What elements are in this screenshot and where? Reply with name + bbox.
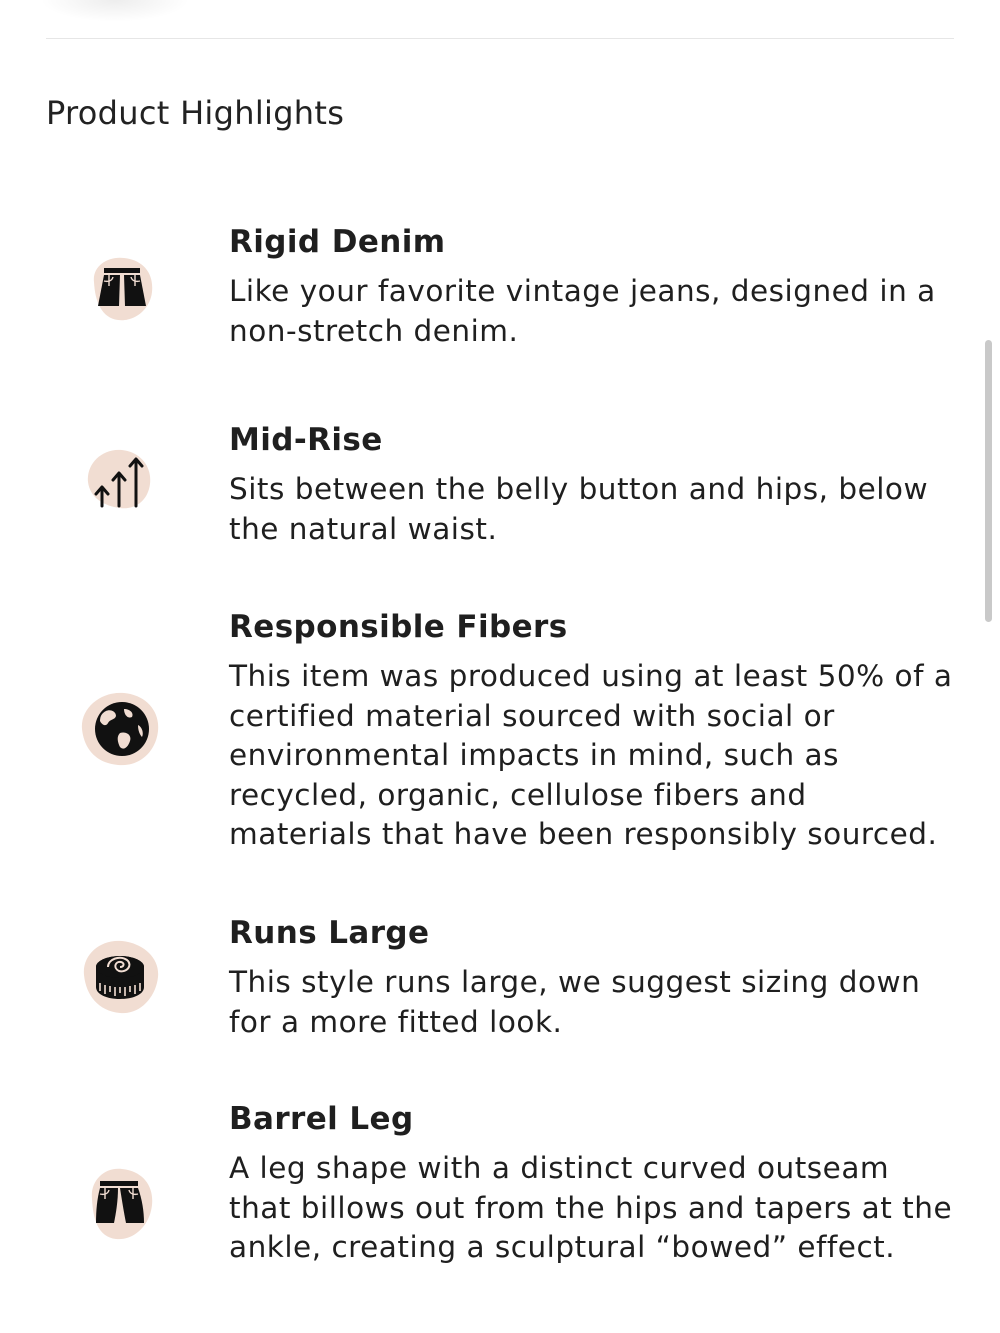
jeans-icon [80,1163,160,1243]
highlight-text [229,222,959,351]
highlight-text [229,420,959,549]
highlight-title: Responsible Fibers [229,609,568,645]
highlight-description: Like your favorite vintage jeans, designed in a non-stretch denim. [229,274,936,348]
arrows-up-icon [80,442,160,522]
highlight-description: This style runs large, we suggest sizing down for a more fitted look. [229,965,921,1039]
jeans-icon [82,248,162,328]
highlight-title: Mid-Rise [229,422,383,458]
highlight-text [229,607,959,855]
section-title: Product Highlights [46,94,345,132]
highlight-text [229,913,959,1042]
highlight-title: Runs Large [229,915,430,951]
highlight-title: Rigid Denim [229,224,446,260]
globe-icon [80,689,160,769]
highlight-title: Barrel Leg [229,1101,414,1137]
divider [46,38,954,39]
scrollbar[interactable] [985,340,992,622]
highlight-description: This item was produced using at least 50% of a certified material sourced with social or environmental impacts in mind, such as recycled, organic, cellulose fibers and materials that have been responsibly sourced. [229,659,953,851]
highlight-description: A leg shape with a distinct curved outseam that billows out from the hips and tapers at the ankle, creating a sculptural “bowed” effect. [229,1151,953,1264]
top-shadow [40,0,190,22]
measuring-tape-icon [80,937,160,1017]
highlight-description: Sits between the belly button and hips, below the natural waist. [229,472,929,546]
highlight-text [229,1099,959,1268]
